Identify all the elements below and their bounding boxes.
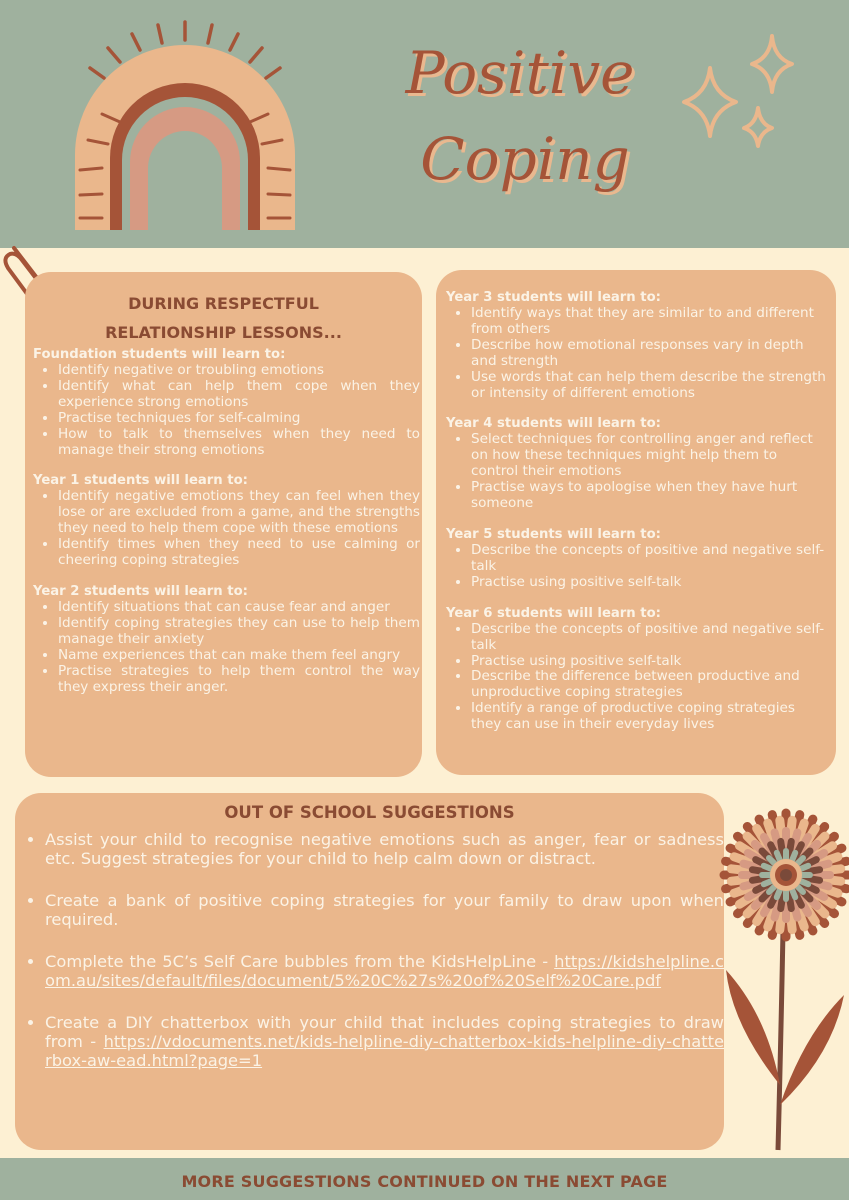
list-item: • Identify negative or troubling emotions <box>58 363 422 379</box>
list-item: • Identify what can help them cope when they experience strong emotions <box>58 379 422 411</box>
out-of-school-heading: OUT OF SCHOOL SUGGESTIONS <box>224 803 515 822</box>
list-year-5 <box>446 543 826 591</box>
suggestion-item: • Create a bank of positive coping strategies for your family to draw upon when required. <box>45 891 724 929</box>
page-title <box>350 30 690 202</box>
list-item: • Name experiences that can make them feel angry <box>58 648 422 664</box>
list-item: • Describe the concepts of positive and negative self-talk <box>471 622 826 654</box>
list-item: • Identify coping strategies they can use to help them manage their anxiety <box>58 616 422 648</box>
panel-heading-line-2: RELATIONSHIP LESSONS... <box>105 323 342 342</box>
kidshelpline-self-care-link[interactable]: https://kidshelpline.com.au/sites/default/files/document/5%20C%27s%20of%20Self%20Care.pdf <box>45 952 724 990</box>
sparkles-icon <box>670 28 810 148</box>
title-line-1: Positive <box>405 39 635 107</box>
footer-banner <box>0 1158 849 1200</box>
list-item: • Practise using positive self-talk <box>471 654 826 670</box>
year-levels-panel <box>436 270 836 775</box>
suggestion-text: Complete the 5C’s Self Care bubbles from the KidsHelpLine - <box>45 952 555 971</box>
out-of-school-panel <box>15 793 724 1150</box>
list-item: • Use words that can help them describe the strength or intensity of different emotions <box>471 370 826 402</box>
suggestion-item: • Assist your child to recognise negative emotions such as anger, fear or sadness etc. Suggest strategies for your child to help calm down or distract. <box>45 830 724 868</box>
list-item: • Describe how emotional responses vary in depth and strength <box>471 338 826 370</box>
footer-text: MORE SUGGESTIONS CONTINUED ON THE NEXT PAGE <box>181 1171 668 1191</box>
list-item: • Practise techniques for self-calming <box>58 411 422 427</box>
group-title-year-1: Year 1 students will learn to: <box>33 473 248 489</box>
list-item: • Select techniques for controlling anger and reflect on how these techniques might help them to control their emotions <box>471 432 826 480</box>
panel-heading <box>25 272 422 347</box>
list-item: • Identify ways that they are similar to and different from others <box>471 306 826 338</box>
suggestions-list <box>15 830 724 1070</box>
group-title-year-2: Year 2 students will learn to: <box>33 583 248 599</box>
list-item: • Identify a range of productive coping strategies they can use in their everyday lives <box>471 701 826 733</box>
group-title-foundation: Foundation students will learn to: <box>33 347 286 362</box>
group-title-year-3: Year 3 students will learn to: <box>446 290 661 305</box>
chatterbox-link[interactable]: https://vdocuments.net/kids-helpline-diy-chatterbox-kids-helpline-diy-chatterbox-aw-ead.html?page=1 <box>45 1032 724 1070</box>
flower-icon <box>712 795 849 1160</box>
suggestion-text: Create a DIY chatterbox with your child that includes coping strategies to draw from - <box>45 1013 724 1051</box>
list-year-3 <box>446 306 826 401</box>
suggestion-item <box>45 1013 724 1070</box>
list-item: • Describe the concepts of positive and negative self-talk <box>471 543 826 575</box>
group-title-year-4: Year 4 students will learn to: <box>446 416 661 432</box>
list-year-6 <box>446 622 826 733</box>
list-year-1 <box>33 489 422 569</box>
panel-heading-line-1: DURING RESPECTFUL <box>128 294 319 313</box>
rainbow-icon <box>40 10 330 240</box>
list-item: • Practise ways to apologise when they have hurt someone <box>471 480 826 512</box>
list-year-2 <box>33 600 422 695</box>
list-item: • Identify negative emotions they can feel when they lose or are excluded from a game, and the strengths they need to help them cope with these emotions <box>58 489 422 537</box>
respectful-relationships-panel <box>25 272 422 777</box>
title-line-2: Coping <box>420 125 630 193</box>
list-item: • Identify times when they need to use calming or cheering coping strategies <box>58 537 422 569</box>
suggestion-item <box>45 952 724 990</box>
list-item: • Describe the difference between productive and unproductive coping strategies <box>471 669 826 701</box>
group-title-year-6: Year 6 students will learn to: <box>446 605 661 621</box>
list-item: • Identify situations that can cause fear and anger <box>58 600 422 616</box>
list-item: • How to talk to themselves when they need to manage their strong emotions <box>58 427 422 459</box>
list-item: • Practise using positive self-talk <box>471 575 826 591</box>
list-year-4 <box>446 432 826 512</box>
group-title-year-5: Year 5 students will learn to: <box>446 526 661 542</box>
list-item: • Practise strategies to help them control the way they express their anger. <box>58 664 422 696</box>
list-foundation <box>33 363 422 458</box>
flower-center <box>780 869 792 881</box>
